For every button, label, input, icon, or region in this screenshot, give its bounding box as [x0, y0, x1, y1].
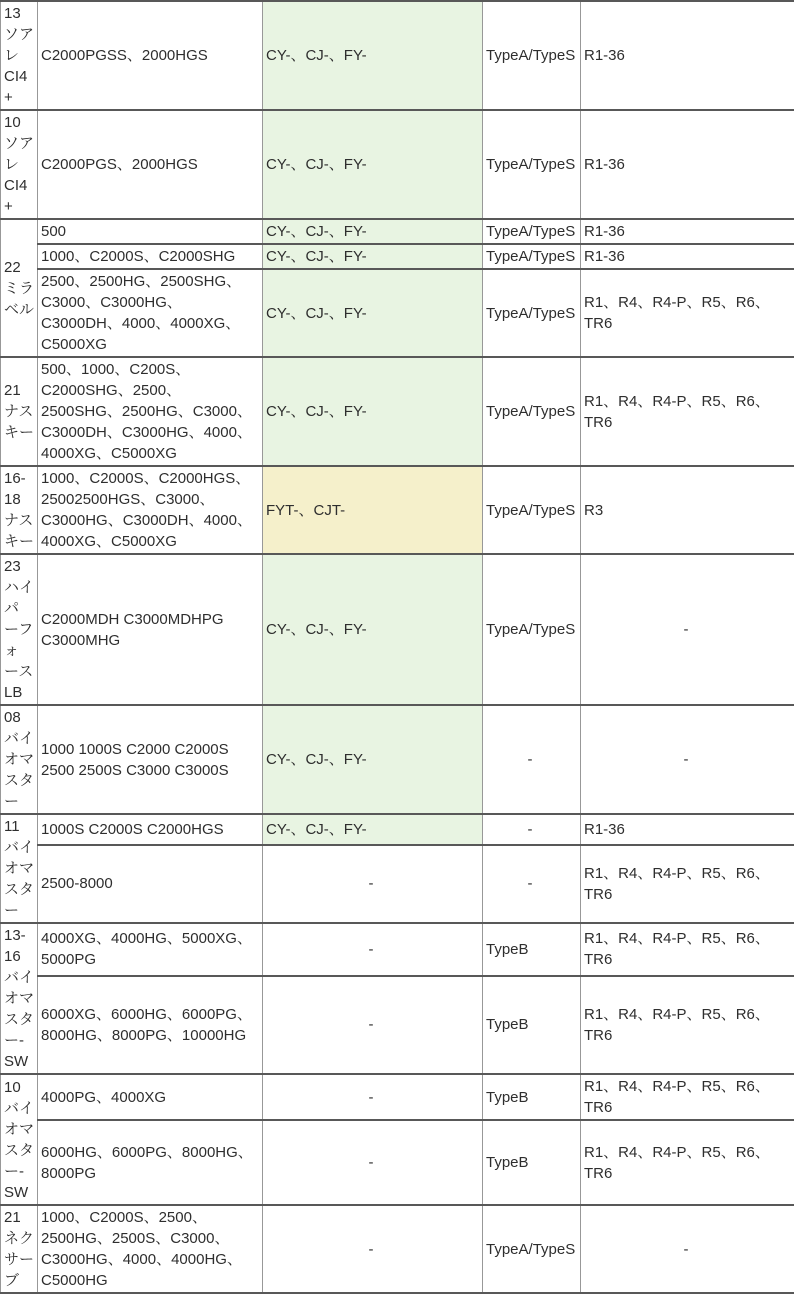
cell-compatible-parts: R1-36	[581, 110, 794, 219]
cell-model-list: 1000、C2000S、2500、2500HG、2500S、C3000、C3000HG、4000、4000HG、C5000HG	[38, 1205, 263, 1293]
cell-model-list: 4000PG、4000XG	[38, 1074, 263, 1120]
cell-series-name: 23 ハイパーフォース LB	[1, 554, 38, 705]
table-row	[1, 1205, 794, 1293]
cell-model-list: 2500、2500HG、2500SHG、C3000、C3000HG、C3000DH、4000、4000XG、C5000XG	[38, 269, 263, 357]
cell-compatible-parts: R1、R4、R4-P、R5、R6、TR6	[581, 357, 794, 466]
cell-type: TypeB	[483, 923, 581, 976]
cell-compatible-parts: -	[581, 554, 794, 705]
cell-spool-codes: CY-、CJ-、FY-	[263, 269, 483, 357]
cell-spool-codes: CY-、CJ-、FY-	[263, 357, 483, 466]
cell-type: TypeB	[483, 976, 581, 1074]
cell-type: TypeA/TypeS	[483, 466, 581, 554]
cell-type: TypeA/TypeS	[483, 1, 581, 110]
cell-spool-codes: -	[263, 845, 483, 923]
table-row	[1, 244, 794, 269]
cell-model-list: 1000S C2000S C2000HGS	[38, 814, 263, 845]
cell-spool-codes: CY-、CJ-、FY-	[263, 705, 483, 814]
cell-compatible-parts: R1-36	[581, 814, 794, 845]
cell-spool-codes: -	[263, 1074, 483, 1120]
cell-spool-codes: -	[263, 976, 483, 1074]
cell-model-list: 6000XG、6000HG、6000PG、8000HG、8000PG、10000HG	[38, 976, 263, 1074]
table-row	[1, 554, 794, 705]
cell-model-list: 4000XG、4000HG、5000XG、5000PG	[38, 923, 263, 976]
cell-series-name: 21 ナスキー	[1, 357, 38, 466]
cell-model-list: C2000MDH C3000MDHPG C3000MHG	[38, 554, 263, 705]
table-row	[1, 1120, 794, 1205]
cell-compatible-parts: R1、R4、R4-P、R5、R6、TR6	[581, 269, 794, 357]
cell-model-list: 1000、C2000S、C2000HGS、25002500HGS、C3000、C3000HG、C3000DH、4000、4000XG、C5000XG	[38, 466, 263, 554]
table-row	[1, 110, 794, 219]
cell-series-name: 16-18 ナスキー	[1, 466, 38, 554]
cell-series-name: 22 ミラベル	[1, 219, 38, 357]
cell-spool-codes: CY-、CJ-、FY-	[263, 1, 483, 110]
cell-type: TypeA/TypeS	[483, 244, 581, 269]
cell-compatible-parts: R1、R4、R4-P、R5、R6、TR6	[581, 976, 794, 1074]
cell-type: TypeB	[483, 1120, 581, 1205]
table-row	[1, 845, 794, 923]
cell-type: TypeA/TypeS	[483, 1205, 581, 1293]
cell-model-list: 1000 1000S C2000 C2000S 2500 2500S C3000 C3000S	[38, 705, 263, 814]
cell-series-name: 13-16 バイオマスター-SW	[1, 923, 38, 1074]
cell-spool-codes: FYT-、CJT-	[263, 466, 483, 554]
cell-spool-codes: -	[263, 923, 483, 976]
cell-model-list: 500	[38, 219, 263, 244]
cell-compatible-parts: R1、R4、R4-P、R5、R6、TR6	[581, 1074, 794, 1120]
cell-model-list: 2500-8000	[38, 845, 263, 923]
cell-type: TypeA/TypeS	[483, 110, 581, 219]
cell-compatible-parts: R1-36	[581, 219, 794, 244]
cell-model-list: C2000PGSS、2000HGS	[38, 1, 263, 110]
cell-type: TypeA/TypeS	[483, 269, 581, 357]
table-row	[1, 814, 794, 845]
table-row	[1, 976, 794, 1074]
cell-model-list: 500、1000、C200S、C2000SHG、2500、2500SHG、2500HG、C3000、C3000DH、C3000HG、4000、4000XG、C5000XG	[38, 357, 263, 466]
table-row	[1, 219, 794, 244]
cell-model-list: C2000PGS、2000HGS	[38, 110, 263, 219]
cell-type: TypeA/TypeS	[483, 357, 581, 466]
cell-series-name: 11 バイオマスター	[1, 814, 38, 923]
cell-type: -	[483, 814, 581, 845]
cell-compatible-parts: R1-36	[581, 1, 794, 110]
table-row	[1, 923, 794, 976]
cell-model-list: 1000、C2000S、C2000SHG	[38, 244, 263, 269]
table-row	[1, 1074, 794, 1120]
cell-compatible-parts: R1、R4、R4-P、R5、R6、TR6	[581, 1120, 794, 1205]
cell-series-name: 13 ソアレ CI4+	[1, 1, 38, 110]
cell-spool-codes: CY-、CJ-、FY-	[263, 219, 483, 244]
cell-series-name: 10 バイオマスター-SW	[1, 1074, 38, 1205]
cell-compatible-parts: -	[581, 1205, 794, 1293]
cell-compatible-parts: R1、R4、R4-P、R5、R6、TR6	[581, 845, 794, 923]
table-row	[1, 1, 794, 110]
cell-series-name: 10 ソアレ CI4+	[1, 110, 38, 219]
compatibility-table-body	[1, 1, 794, 1293]
cell-series-name: 08 バイオマスター	[1, 705, 38, 814]
cell-compatible-parts: R3	[581, 466, 794, 554]
cell-model-list: 6000HG、6000PG、8000HG、8000PG	[38, 1120, 263, 1205]
cell-compatible-parts: R1-36	[581, 244, 794, 269]
table-row	[1, 705, 794, 814]
cell-type: TypeB	[483, 1074, 581, 1120]
cell-spool-codes: -	[263, 1120, 483, 1205]
cell-compatible-parts: -	[581, 705, 794, 814]
table-row	[1, 357, 794, 466]
cell-type: TypeA/TypeS	[483, 219, 581, 244]
cell-spool-codes: CY-、CJ-、FY-	[263, 110, 483, 219]
cell-spool-codes: -	[263, 1205, 483, 1293]
cell-compatible-parts: R1、R4、R4-P、R5、R6、TR6	[581, 923, 794, 976]
table-row	[1, 269, 794, 357]
cell-type: -	[483, 705, 581, 814]
cell-type: TypeA/TypeS	[483, 554, 581, 705]
cell-spool-codes: CY-、CJ-、FY-	[263, 814, 483, 845]
cell-spool-codes: CY-、CJ-、FY-	[263, 244, 483, 269]
table-row	[1, 466, 794, 554]
cell-series-name: 21 ネクサーブ	[1, 1205, 38, 1293]
cell-spool-codes: CY-、CJ-、FY-	[263, 554, 483, 705]
cell-type: -	[483, 845, 581, 923]
